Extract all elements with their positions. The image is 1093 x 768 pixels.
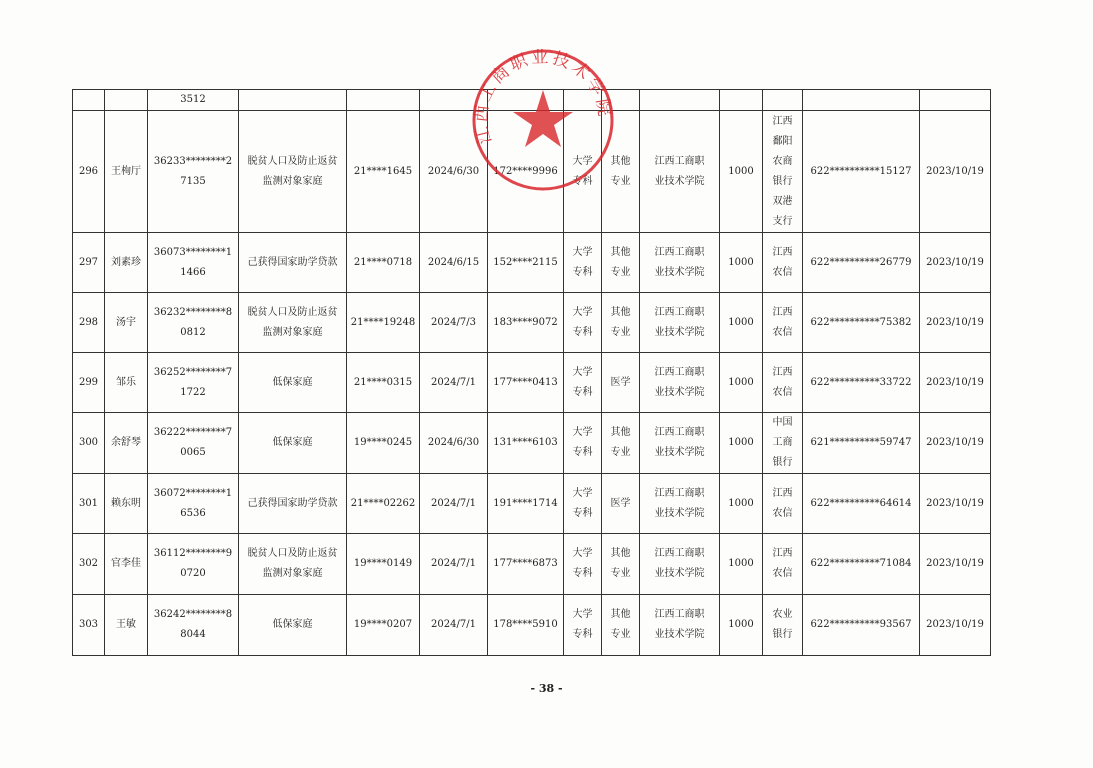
id-number-cell: 36242********8 8044	[148, 595, 239, 656]
phone-cell: 177****0413	[488, 353, 564, 413]
phone-cell: 131****6103	[488, 413, 564, 474]
row-number-cell: 300	[73, 413, 105, 474]
account-cell: 622**********64614	[803, 474, 920, 534]
major-cell: 医学	[602, 474, 640, 534]
amount-cell: 1000	[720, 233, 763, 293]
bank-cell: 中国 工商 银行	[763, 413, 803, 474]
id-number-cell: 36222********7 0065	[148, 413, 239, 474]
school-cell: 江西工商职 业技术学院	[640, 534, 720, 595]
education-cell: 大学 专科	[564, 233, 602, 293]
account-cell: 622**********26779	[803, 233, 920, 293]
name-cell: 赖东明	[105, 474, 148, 534]
row-number-cell: 298	[73, 293, 105, 353]
education-cell: 大学 专科	[564, 595, 602, 656]
graduation-date-cell: 2024/7/3	[420, 293, 488, 353]
aid-category-cell: 脱贫人口及防止返贫 监测对象家庭	[239, 534, 347, 595]
bank-cell: 江西 鄱阳 农商 银行 双港 支行	[763, 111, 803, 233]
name-cell: 王栒厅	[105, 111, 148, 233]
grant-date-cell: 2023/10/19	[920, 111, 991, 233]
svg-text:江西工商职业技术学院: 江西工商职业技术学院	[471, 47, 615, 147]
phone-cell: 183****9072	[488, 293, 564, 353]
name-cell: 王敏	[105, 595, 148, 656]
major-cell: 其他 专业	[602, 111, 640, 233]
aid-category-cell: 低保家庭	[239, 413, 347, 474]
id-number-cell: 36232********8 0812	[148, 293, 239, 353]
aid-category-cell: 己获得国家助学贷款	[239, 474, 347, 534]
major-cell: 其他 专业	[602, 233, 640, 293]
id-number-cell: 36112********9 0720	[148, 534, 239, 595]
school-cell: 江西工商职 业技术学院	[640, 111, 720, 233]
amount-cell: 1000	[720, 595, 763, 656]
education-cell: 大学 专科	[564, 293, 602, 353]
id-number-cell: 36073********1 1466	[148, 233, 239, 293]
id-number-cell: 36252********7 1722	[148, 353, 239, 413]
student-number-cell: 21****0718	[347, 233, 420, 293]
major-cell: 其他 专业	[602, 413, 640, 474]
amount-cell: 1000	[720, 111, 763, 233]
student-number-cell: 19****0245	[347, 413, 420, 474]
name-cell: 官李佳	[105, 534, 148, 595]
amount-cell: 1000	[720, 474, 763, 534]
id-number-cell: 3512	[148, 90, 239, 111]
school-cell: 江西工商职 业技术学院	[640, 293, 720, 353]
school-cell: 江西工商职 业技术学院	[640, 353, 720, 413]
phone-cell: 178****5910	[488, 595, 564, 656]
amount-cell: 1000	[720, 413, 763, 474]
bank-cell: 江西 农信	[763, 233, 803, 293]
aid-category-cell: 己获得国家助学贷款	[239, 233, 347, 293]
name-cell: 刘素珍	[105, 233, 148, 293]
account-cell: 622**********93567	[803, 595, 920, 656]
graduation-date-cell: 2024/7/1	[420, 534, 488, 595]
bank-cell: 江西 农信	[763, 534, 803, 595]
student-number-cell: 19****0207	[347, 595, 420, 656]
bank-cell: 农业 银行	[763, 595, 803, 656]
page-number: - 38 -	[530, 682, 563, 695]
account-cell: 622**********15127	[803, 111, 920, 233]
phone-cell: 152****2115	[488, 233, 564, 293]
education-cell: 大学 专科	[564, 474, 602, 534]
school-cell: 江西工商职 业技术学院	[640, 474, 720, 534]
table-row	[73, 413, 991, 474]
phone-cell: 177****6873	[488, 534, 564, 595]
student-number-cell: 21****19248	[347, 293, 420, 353]
account-cell: 622**********33722	[803, 353, 920, 413]
grant-date-cell: 2023/10/19	[920, 353, 991, 413]
row-number-cell: 296	[73, 111, 105, 233]
school-cell: 江西工商职 业技术学院	[640, 413, 720, 474]
table-row	[73, 233, 991, 293]
major-cell: 其他 专业	[602, 293, 640, 353]
bank-cell: 江西 农信	[763, 353, 803, 413]
amount-cell: 1000	[720, 534, 763, 595]
major-cell: 其他 专业	[602, 595, 640, 656]
education-cell: 大学 专科	[564, 413, 602, 474]
account-cell: 622**********75382	[803, 293, 920, 353]
row-number-cell: 299	[73, 353, 105, 413]
account-cell: 621**********59747	[803, 413, 920, 474]
amount-cell: 1000	[720, 293, 763, 353]
table-row	[73, 293, 991, 353]
id-number-cell: 36233********2 7135	[148, 111, 239, 233]
row-number-cell: 297	[73, 233, 105, 293]
table-row	[73, 111, 991, 233]
aid-category-cell: 低保家庭	[239, 353, 347, 413]
grant-date-cell: 2023/10/19	[920, 474, 991, 534]
phone-cell: 191****1714	[488, 474, 564, 534]
grant-date-cell: 2023/10/19	[920, 595, 991, 656]
school-cell: 江西工商职 业技术学院	[640, 233, 720, 293]
graduation-date-cell: 2024/6/30	[420, 413, 488, 474]
table-row	[73, 595, 991, 656]
graduation-date-cell: 2024/6/15	[420, 233, 488, 293]
aid-category-cell: 脱贫人口及防止返贫 监测对象家庭	[239, 293, 347, 353]
phone-cell: 172****9996	[488, 111, 564, 233]
bank-cell: 江西 农信	[763, 474, 803, 534]
account-cell: 622**********71084	[803, 534, 920, 595]
table-row-partial	[73, 90, 991, 111]
education-cell: 大学 专科	[564, 111, 602, 233]
student-number-cell: 21****0315	[347, 353, 420, 413]
amount-cell: 1000	[720, 353, 763, 413]
name-cell: 邹乐	[105, 353, 148, 413]
school-cell: 江西工商职 业技术学院	[640, 595, 720, 656]
table-row	[73, 474, 991, 534]
student-number-cell: 21****1645	[347, 111, 420, 233]
grant-date-cell: 2023/10/19	[920, 413, 991, 474]
education-cell: 大学 专科	[564, 353, 602, 413]
bank-cell: 江西 农信	[763, 293, 803, 353]
table-row	[73, 353, 991, 413]
student-number-cell: 21****02262	[347, 474, 420, 534]
name-cell: 余舒琴	[105, 413, 148, 474]
table-row	[73, 534, 991, 595]
aid-category-cell: 低保家庭	[239, 595, 347, 656]
row-number-cell: 302	[73, 534, 105, 595]
aid-category-cell: 脱贫人口及防止返贫 监测对象家庭	[239, 111, 347, 233]
graduation-date-cell: 2024/7/1	[420, 595, 488, 656]
major-cell: 医学	[602, 353, 640, 413]
grant-date-cell: 2023/10/19	[920, 293, 991, 353]
student-number-cell: 19****0149	[347, 534, 420, 595]
major-cell: 其他 专业	[602, 534, 640, 595]
row-number-cell: 303	[73, 595, 105, 656]
id-number-cell: 36072********1 6536	[148, 474, 239, 534]
graduation-date-cell: 2024/7/1	[420, 474, 488, 534]
row-number-cell: 301	[73, 474, 105, 534]
grant-date-cell: 2023/10/19	[920, 233, 991, 293]
grant-date-cell: 2023/10/19	[920, 534, 991, 595]
graduation-date-cell: 2024/7/1	[420, 353, 488, 413]
name-cell: 汤宇	[105, 293, 148, 353]
education-cell: 大学 专科	[564, 534, 602, 595]
graduation-date-cell: 2024/6/30	[420, 111, 488, 233]
aid-recipient-table	[72, 89, 991, 656]
